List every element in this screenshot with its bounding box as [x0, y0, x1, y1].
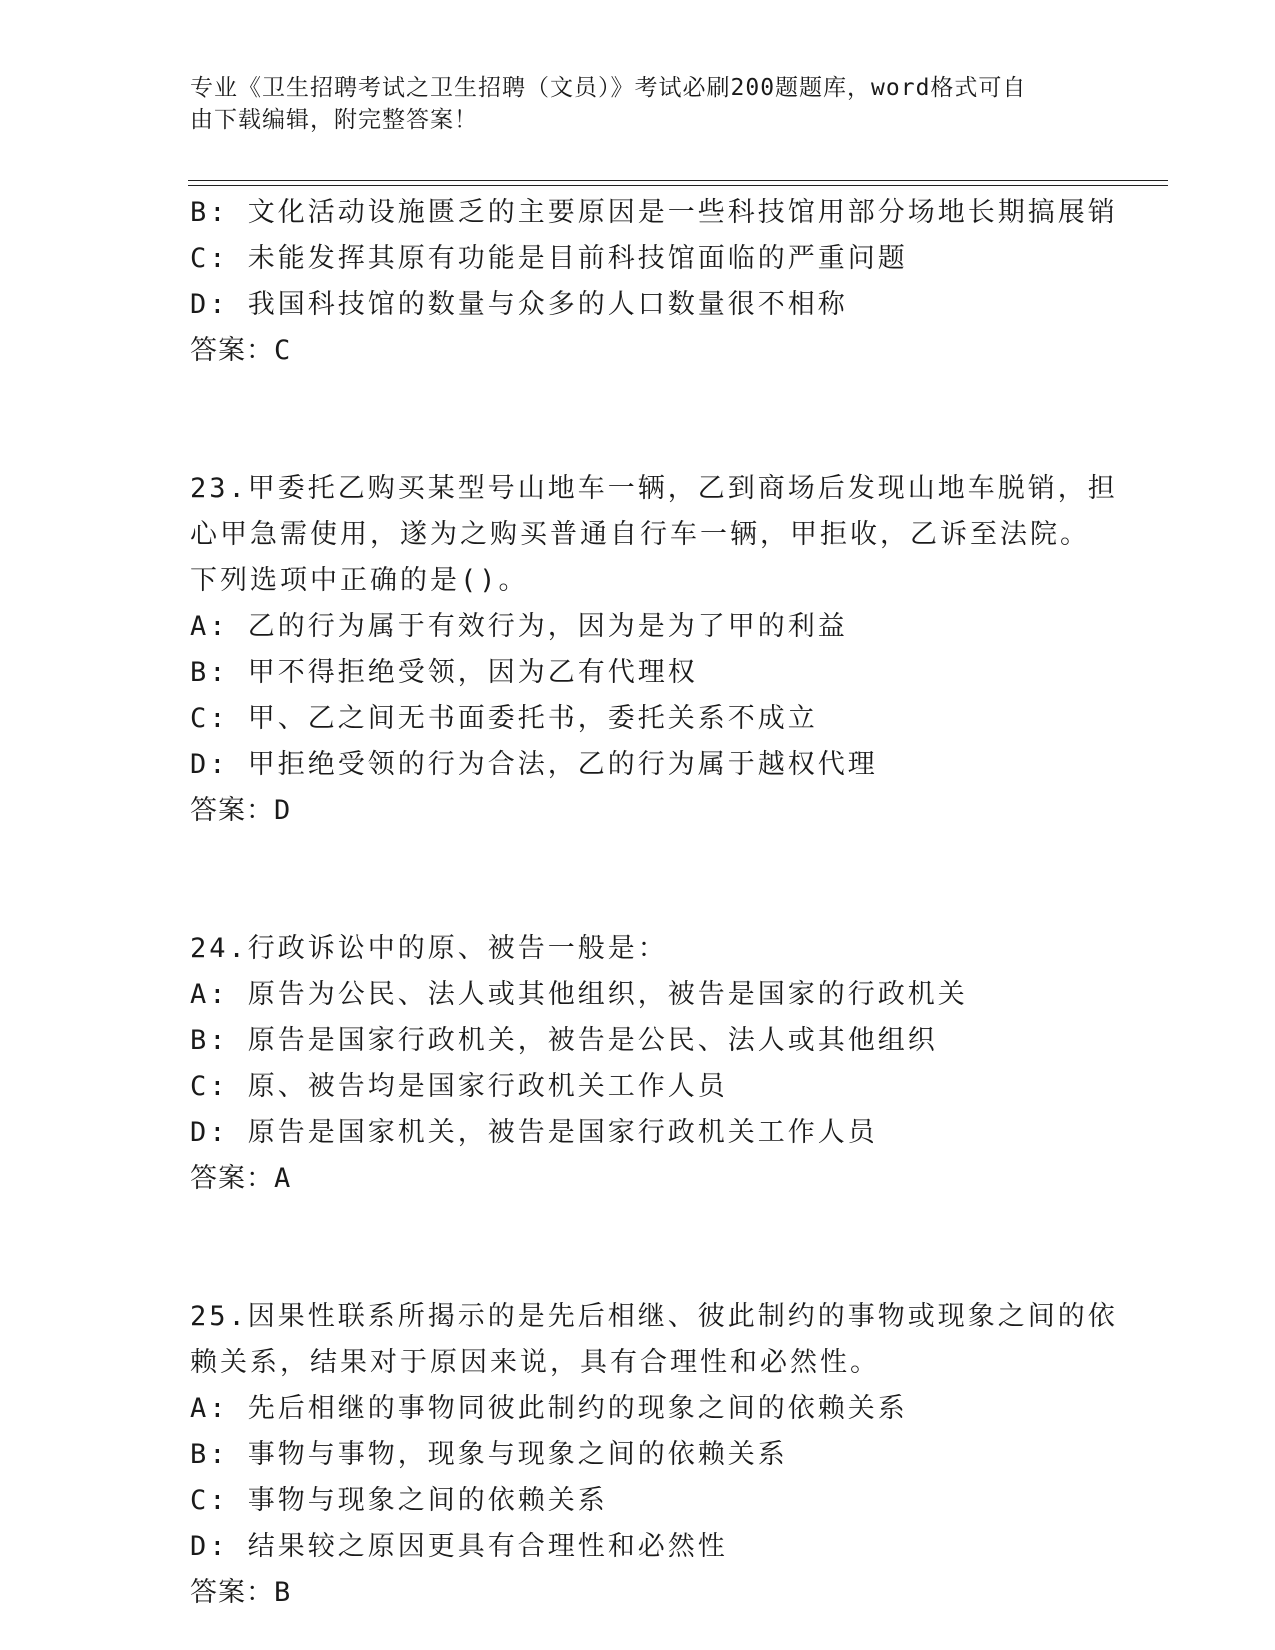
answer-label: 答案： [190, 335, 274, 366]
answer-value: D [274, 795, 292, 826]
header-divider-bottom [188, 185, 1168, 186]
answer-label: 答案： [190, 1163, 274, 1194]
question-spacer [190, 374, 1150, 466]
option-c: C: 原、被告均是国家行政机关工作人员 [190, 1071, 728, 1102]
option-c: C: 事物与现象之间的依赖关系 [190, 1485, 608, 1516]
question-25 [190, 1294, 1150, 1616]
option-b: B: 甲不得拒绝受领，因为乙有代理权 [190, 657, 698, 688]
question-spacer [190, 1202, 1150, 1294]
document-header [190, 72, 1090, 136]
option-d: D: 原告是国家机关，被告是国家行政机关工作人员 [190, 1117, 878, 1148]
question-stem: 赖关系，结果对于原因来说，具有合理性和必然性。 [190, 1347, 880, 1378]
header-line-1: 专业《卫生招聘考试之卫生招聘（文员）》考试必刷200题题库，word格式可自 [190, 75, 1027, 101]
answer-line [190, 788, 1150, 834]
question-stem: 25.因果性联系所揭示的是先后相继、彼此制约的事物或现象之间的依 [190, 1301, 1118, 1332]
option-d: D: 我国科技馆的数量与众多的人口数量很不相称 [190, 289, 848, 320]
answer-value: B [274, 1577, 292, 1608]
answer-line [190, 1156, 1150, 1202]
option-d: D: 结果较之原因更具有合理性和必然性 [190, 1531, 728, 1562]
question-23 [190, 466, 1150, 834]
answer-value: A [274, 1163, 292, 1194]
question-stem: 下列选项中正确的是()。 [190, 565, 529, 596]
answer-line [190, 1570, 1150, 1616]
question-stem: 心甲急需使用，遂为之购买普通自行车一辆，甲拒收，乙诉至法院。 [190, 519, 1090, 550]
question-stem: 23.甲委托乙购买某型号山地车一辆，乙到商场后发现山地车脱销，担 [190, 473, 1118, 504]
answer-label: 答案： [190, 1577, 274, 1608]
option-d: D: 甲拒绝受领的行为合法，乙的行为属于越权代理 [190, 749, 878, 780]
answer-label: 答案： [190, 795, 274, 826]
header-divider-top [188, 180, 1168, 181]
header-line-2: 由下载编辑，附完整答案！ [190, 107, 478, 133]
option-b: B: 事物与事物，现象与现象之间的依赖关系 [190, 1439, 788, 1470]
question-spacer [190, 834, 1150, 926]
question-stem: 24.行政诉讼中的原、被告一般是： [190, 933, 668, 964]
option-b: B: 原告是国家行政机关，被告是公民、法人或其他组织 [190, 1025, 938, 1056]
option-c: C: 甲、乙之间无书面委托书，委托关系不成立 [190, 703, 818, 734]
option-b: B: 文化活动设施匮乏的主要原因是一些科技馆用部分场地长期搞展销 [190, 197, 1118, 228]
answer-value: C [274, 335, 292, 366]
option-a: A: 乙的行为属于有效行为，因为是为了甲的利益 [190, 611, 848, 642]
option-c: C: 未能发挥其原有功能是目前科技馆面临的严重问题 [190, 243, 908, 274]
answer-line [190, 328, 1150, 374]
question-list [190, 190, 1150, 1616]
question-22-continued [190, 190, 1150, 374]
question-24 [190, 926, 1150, 1202]
option-a: A: 原告为公民、法人或其他组织，被告是国家的行政机关 [190, 979, 968, 1010]
option-a: A: 先后相继的事物同彼此制约的现象之间的依赖关系 [190, 1393, 908, 1424]
